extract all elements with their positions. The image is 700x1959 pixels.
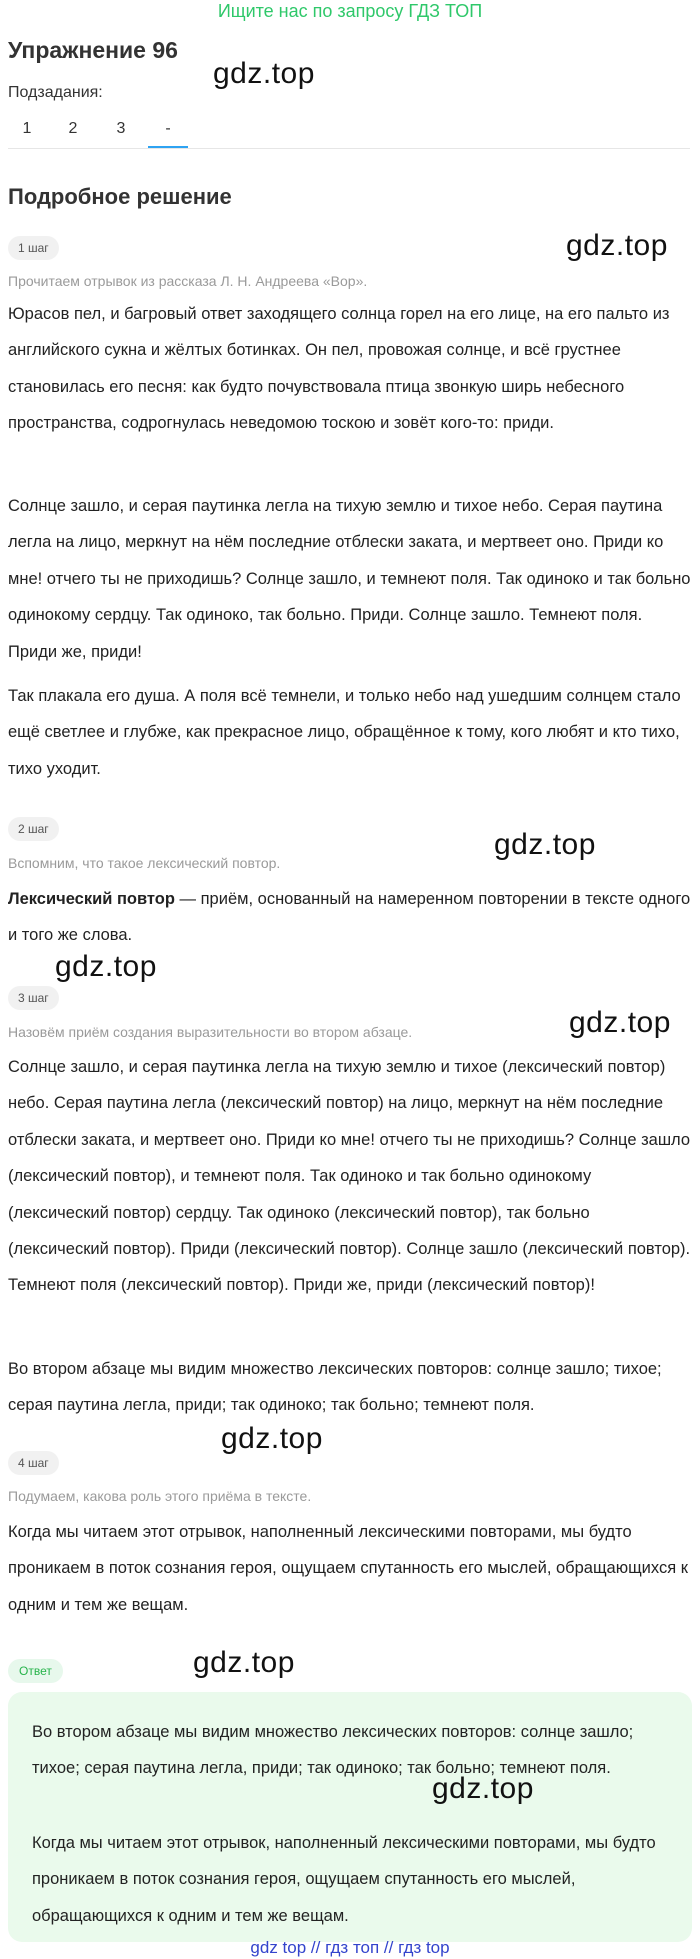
watermark: gdz.top <box>221 1422 323 1455</box>
step-hint: Вспомним, что такое лексический повтор. <box>8 855 281 871</box>
answer-paragraph: Во втором абзаце мы видим множество лексических повторов: солнце зашло; тихое; серая паутина легла, приди; так одиноко; так больно; темнеют поля. <box>32 1723 634 1778</box>
tab-subtask-1[interactable]: 1 <box>22 120 32 137</box>
step-badge: 3 шаг <box>8 986 59 1010</box>
watermark: gdz.top <box>569 1006 671 1039</box>
tab-subtask-current[interactable]: - <box>148 112 188 149</box>
text-paragraph: Юрасов пел, и багровый ответ заходящего солнца горел на его лице, на его пальто из английского сукна и жёлтых ботинках. Он пел, провожая солнце, и всё грустнее становилась его песня: как будто почувствовала птица звонкую ширь небесного пространства, содрогнулась неведомою тоскою и зовёт кого-то: приди. <box>8 305 670 433</box>
section-title: Подробное решение <box>8 184 232 209</box>
text-paragraph: Когда мы читаем этот отрывок, наполненный лексическими повторами, мы будто проникаем в поток сознания героя, ощущаем спутанность его мыслей, обращающихся к одним и тем же вещам. <box>8 1523 688 1614</box>
definition-text: — приём, основанный на намеренном повторении в тексте одного и того же слова. <box>8 890 691 945</box>
page-title: Упражнение 96 <box>8 37 178 63</box>
text-paragraph: Солнце зашло, и серая паутинка легла на тихую землю и тихое (лексический повтор) небо. Серая паутина легла (лексический повтор) на лицо, меркнут на нём последние отблески заката, и мертвеет оно. Приди ко мне! отчего ты не приходишь? Солнце зашло (лексический повтор), и темнеют поля. Так одиноко и так больно одинокому (лексический повтор) сердцу. Так одиноко (лексический повтор), так больно (лексический повтор). Приди (лексический повтор). Солнце зашло (лексический повтор). Темнеют поля (лексический повтор). Приди же, приди (лексический повтор)! <box>8 1058 691 1295</box>
promo-banner: Ищите нас по запросу ГДЗ ТОП <box>217 1 483 21</box>
tab-subtask-3[interactable]: 3 <box>116 120 126 137</box>
step-badge: 1 шаг <box>8 236 59 260</box>
step-badge: 4 шаг <box>8 1451 59 1475</box>
subtasks-label: Подзадания: <box>8 84 103 101</box>
text-paragraph: Солнце зашло, и серая паутинка легла на тихую землю и тихое небо. Серая паутина легла на лицо, меркнут на нём последние отблески заката, и мертвеет оно. Приди ко мне! отчего ты не приходишь? Солнце зашло, и темнеют поля. Так одиноко и так больно одинокому сердцу. Так одиноко, так больно. Приди. Солнце зашло. Темнеют поля. Приди же, приди! <box>8 497 691 661</box>
watermark: gdz.top <box>566 229 668 262</box>
text-paragraph: Так плакала его душа. А поля всё темнели, и только небо над ушедшим солнцем стало ещё светлее и глубже, как прекрасное лицо, обращённое к тому, кого любят и кто тихо, тихо уходит. <box>8 687 681 778</box>
watermark: gdz.top <box>55 950 157 983</box>
divider <box>8 148 690 149</box>
answer-paragraph: Когда мы читаем этот отрывок, наполненный лексическими повторами, мы будто проникаем в поток сознания героя, ощущаем спутанность его мыслей, обращающихся к одним и тем же вещам. <box>32 1834 656 1925</box>
definition-paragraph <box>8 881 692 954</box>
answer-badge: Ответ <box>8 1659 63 1683</box>
subtask-tabs <box>0 112 688 148</box>
step-hint: Подумаем, какова роль этого приёма в тексте. <box>8 1488 312 1504</box>
answer-box <box>8 1692 692 1942</box>
watermark: gdz.top <box>193 1646 295 1679</box>
definition-term: Лексический повтор <box>8 890 175 908</box>
text-paragraph: Во втором абзаце мы видим множество лексических повторов: солнце зашло; тихое; серая паутина легла, приди; так одиноко; так больно; темнеют поля. <box>8 1360 662 1415</box>
step-hint: Назовём приём создания выразительности во втором абзаце. <box>8 1024 413 1040</box>
step-hint: Прочитаем отрывок из рассказа Л. Н. Андреева «Вор». <box>8 273 368 289</box>
watermark: gdz.top <box>494 828 596 861</box>
footer-links[interactable]: gdz top // гдз топ // гдз top <box>250 1938 450 1957</box>
tab-subtask-2[interactable]: 2 <box>68 120 78 137</box>
step-badge: 2 шаг <box>8 817 59 841</box>
watermark: gdz.top <box>432 1772 534 1805</box>
watermark: gdz.top <box>213 57 315 90</box>
